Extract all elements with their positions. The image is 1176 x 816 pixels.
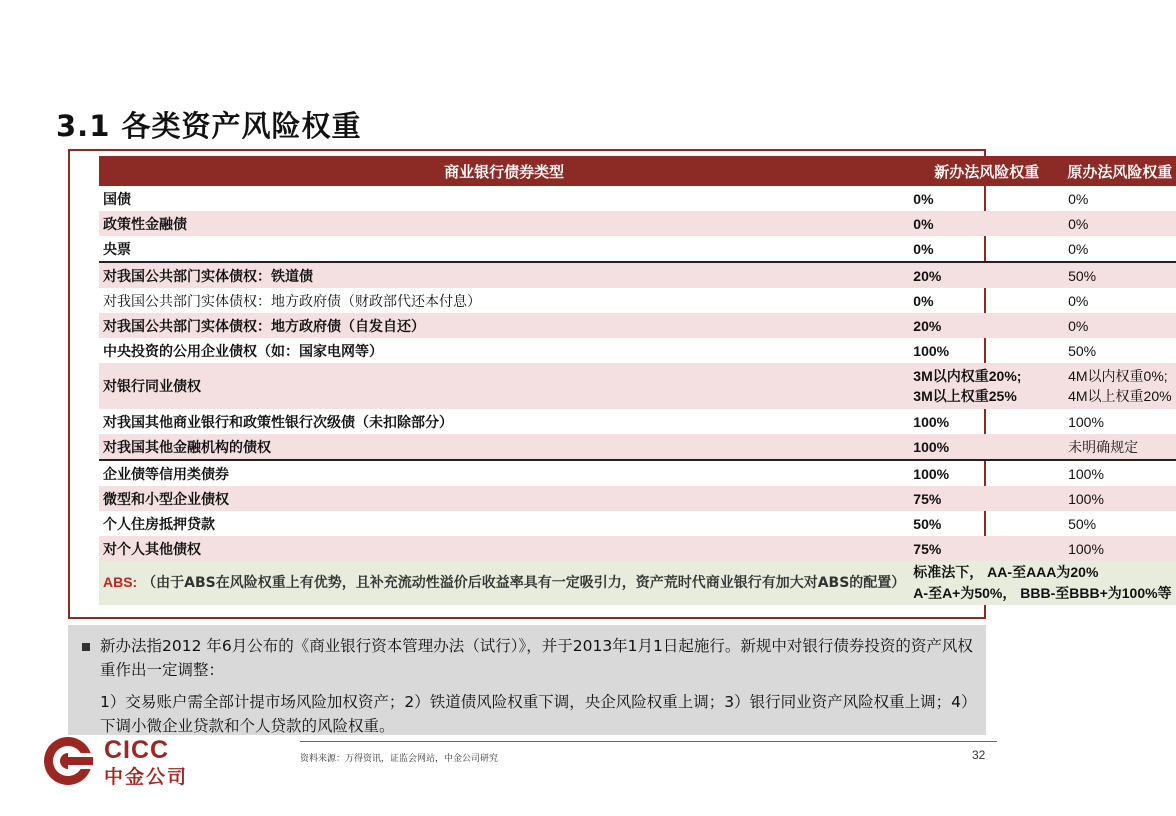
row-new: 0% (913, 240, 934, 257)
logo-text-en: CICC (104, 736, 170, 764)
row-old: 0% (1068, 292, 1089, 309)
table-row (99, 338, 1176, 363)
risk-weight-table (99, 156, 1176, 605)
row-type: 国债 (103, 191, 131, 208)
row-type: 企业债等信用类债券 (99, 460, 909, 486)
notes-detail: 1）交易账户需全部计提市场风险加权资产；2）铁道债风险权重下调，央企风险权重上调；3）银行同业资产风险权重上调；4）下调小微企业贷款和个人贷款的风险权重。 (100, 693, 969, 735)
row-type: 个人住房抵押贷款 (103, 516, 215, 533)
row-old: 0% (1064, 313, 1175, 338)
row-old: 100% (1064, 536, 1175, 561)
row-new (909, 363, 1064, 409)
table-row (99, 409, 1176, 434)
row-old: 50% (1064, 262, 1175, 288)
abs-weight-line2: A-至A+为50%， BBB-至BBB+为100%等 (913, 585, 1172, 601)
row-new: 0% (913, 292, 934, 309)
row-old: 100% (1064, 486, 1175, 511)
table-row (99, 460, 1176, 486)
footer-divider (300, 741, 997, 742)
abs-description (99, 561, 909, 605)
abs-row (99, 561, 1176, 605)
bullet-square-icon (82, 643, 90, 651)
logo-text-cn: 中金公司 (104, 766, 189, 788)
header-new-weight: 新办法风险权重 (909, 156, 1064, 186)
row-new-line2: 3M以上权重25% (913, 388, 1017, 404)
row-new: 100% (913, 342, 950, 359)
row-new: 100% (909, 434, 1064, 460)
row-old (1064, 363, 1175, 409)
row-type: 对银行同业债权 (99, 363, 909, 409)
row-new: 0% (913, 190, 934, 207)
header-old-weight: 原办法风险权重 (1064, 156, 1175, 186)
row-type: 对我国公共部门实体债权：地方政府债（财政部代还本付息） (103, 293, 481, 310)
notes-box (68, 625, 986, 735)
table-row (99, 186, 1176, 211)
row-type: 央票 (103, 241, 131, 258)
row-old: 100% (1068, 413, 1104, 430)
abs-weight-line1: 标准法下， AA-至AAA为20% (913, 564, 1099, 580)
row-new: 0% (909, 211, 1064, 236)
page-number: 32 (972, 748, 986, 762)
row-old: 0% (1068, 190, 1089, 207)
row-new: 100% (913, 413, 950, 430)
row-new: 75% (909, 536, 1064, 561)
row-new: 20% (909, 262, 1064, 288)
table-row (99, 313, 1176, 338)
table-row (99, 363, 1176, 409)
source-note: 资料来源：万得资讯，证监会网站，中金公司研究 (300, 754, 499, 764)
table-row (99, 434, 1176, 460)
table-row (99, 536, 1176, 561)
row-type: 对个人其他债权 (99, 536, 909, 561)
abs-weights (909, 561, 1175, 605)
table-row (99, 486, 1176, 511)
row-old: 未明确规定 (1064, 434, 1175, 460)
row-type: 中央投资的公用企业债权（如：国家电网等） (103, 343, 383, 360)
row-type: 微型和小型企业债权 (99, 486, 909, 511)
row-new: 50% (913, 515, 942, 532)
row-type: 对我国其他金融机构的债权 (99, 434, 909, 460)
row-new: 100% (909, 460, 1064, 486)
header-bond-type: 商业银行债券类型 (99, 156, 909, 186)
row-new-line1: 3M以内权重20%; (913, 368, 1022, 384)
table-header-row (99, 156, 1176, 186)
row-old: 0% (1064, 211, 1175, 236)
abs-label: ABS: (103, 574, 138, 590)
page-title: 3.1 各类资产风险权重 (56, 109, 362, 143)
abs-explanation: （由于ABS在风险权重上有优势，且补充流动性溢价后收益率具有一定吸引力，资产荒时代商业银行有加大对ABS的配置） (142, 575, 906, 591)
row-type: 政策性金融债 (99, 211, 909, 236)
row-old-line2: 4M以上权重20% (1068, 388, 1172, 404)
row-old: 0% (1068, 240, 1089, 257)
row-old: 50% (1068, 515, 1097, 532)
row-old: 50% (1068, 342, 1097, 359)
cicc-logo-icon (43, 736, 93, 786)
row-type: 对我国公共部门实体债权：铁道债 (99, 262, 909, 288)
row-old: 100% (1064, 460, 1175, 486)
table-row (99, 211, 1176, 236)
table-row (99, 511, 1176, 536)
table-row (99, 288, 1176, 313)
table-row (99, 236, 1176, 262)
row-new: 75% (909, 486, 1064, 511)
row-old-line1: 4M以内权重0%; (1068, 368, 1168, 384)
row-type: 对我国公共部门实体债权：地方政府债（自发自还） (99, 313, 909, 338)
row-type: 对我国其他商业银行和政策性银行次级债（未扣除部分） (103, 414, 453, 431)
notes-bullet (78, 634, 976, 682)
notes-bullet-text: 新办法指2012 年6月公布的《商业银行资本管理办法（试行）》，并于2013年1月1日起施行。新规中对银行债券投资的资产风权重作出一定调整： (100, 637, 973, 679)
row-new: 20% (909, 313, 1064, 338)
table-row (99, 262, 1176, 288)
